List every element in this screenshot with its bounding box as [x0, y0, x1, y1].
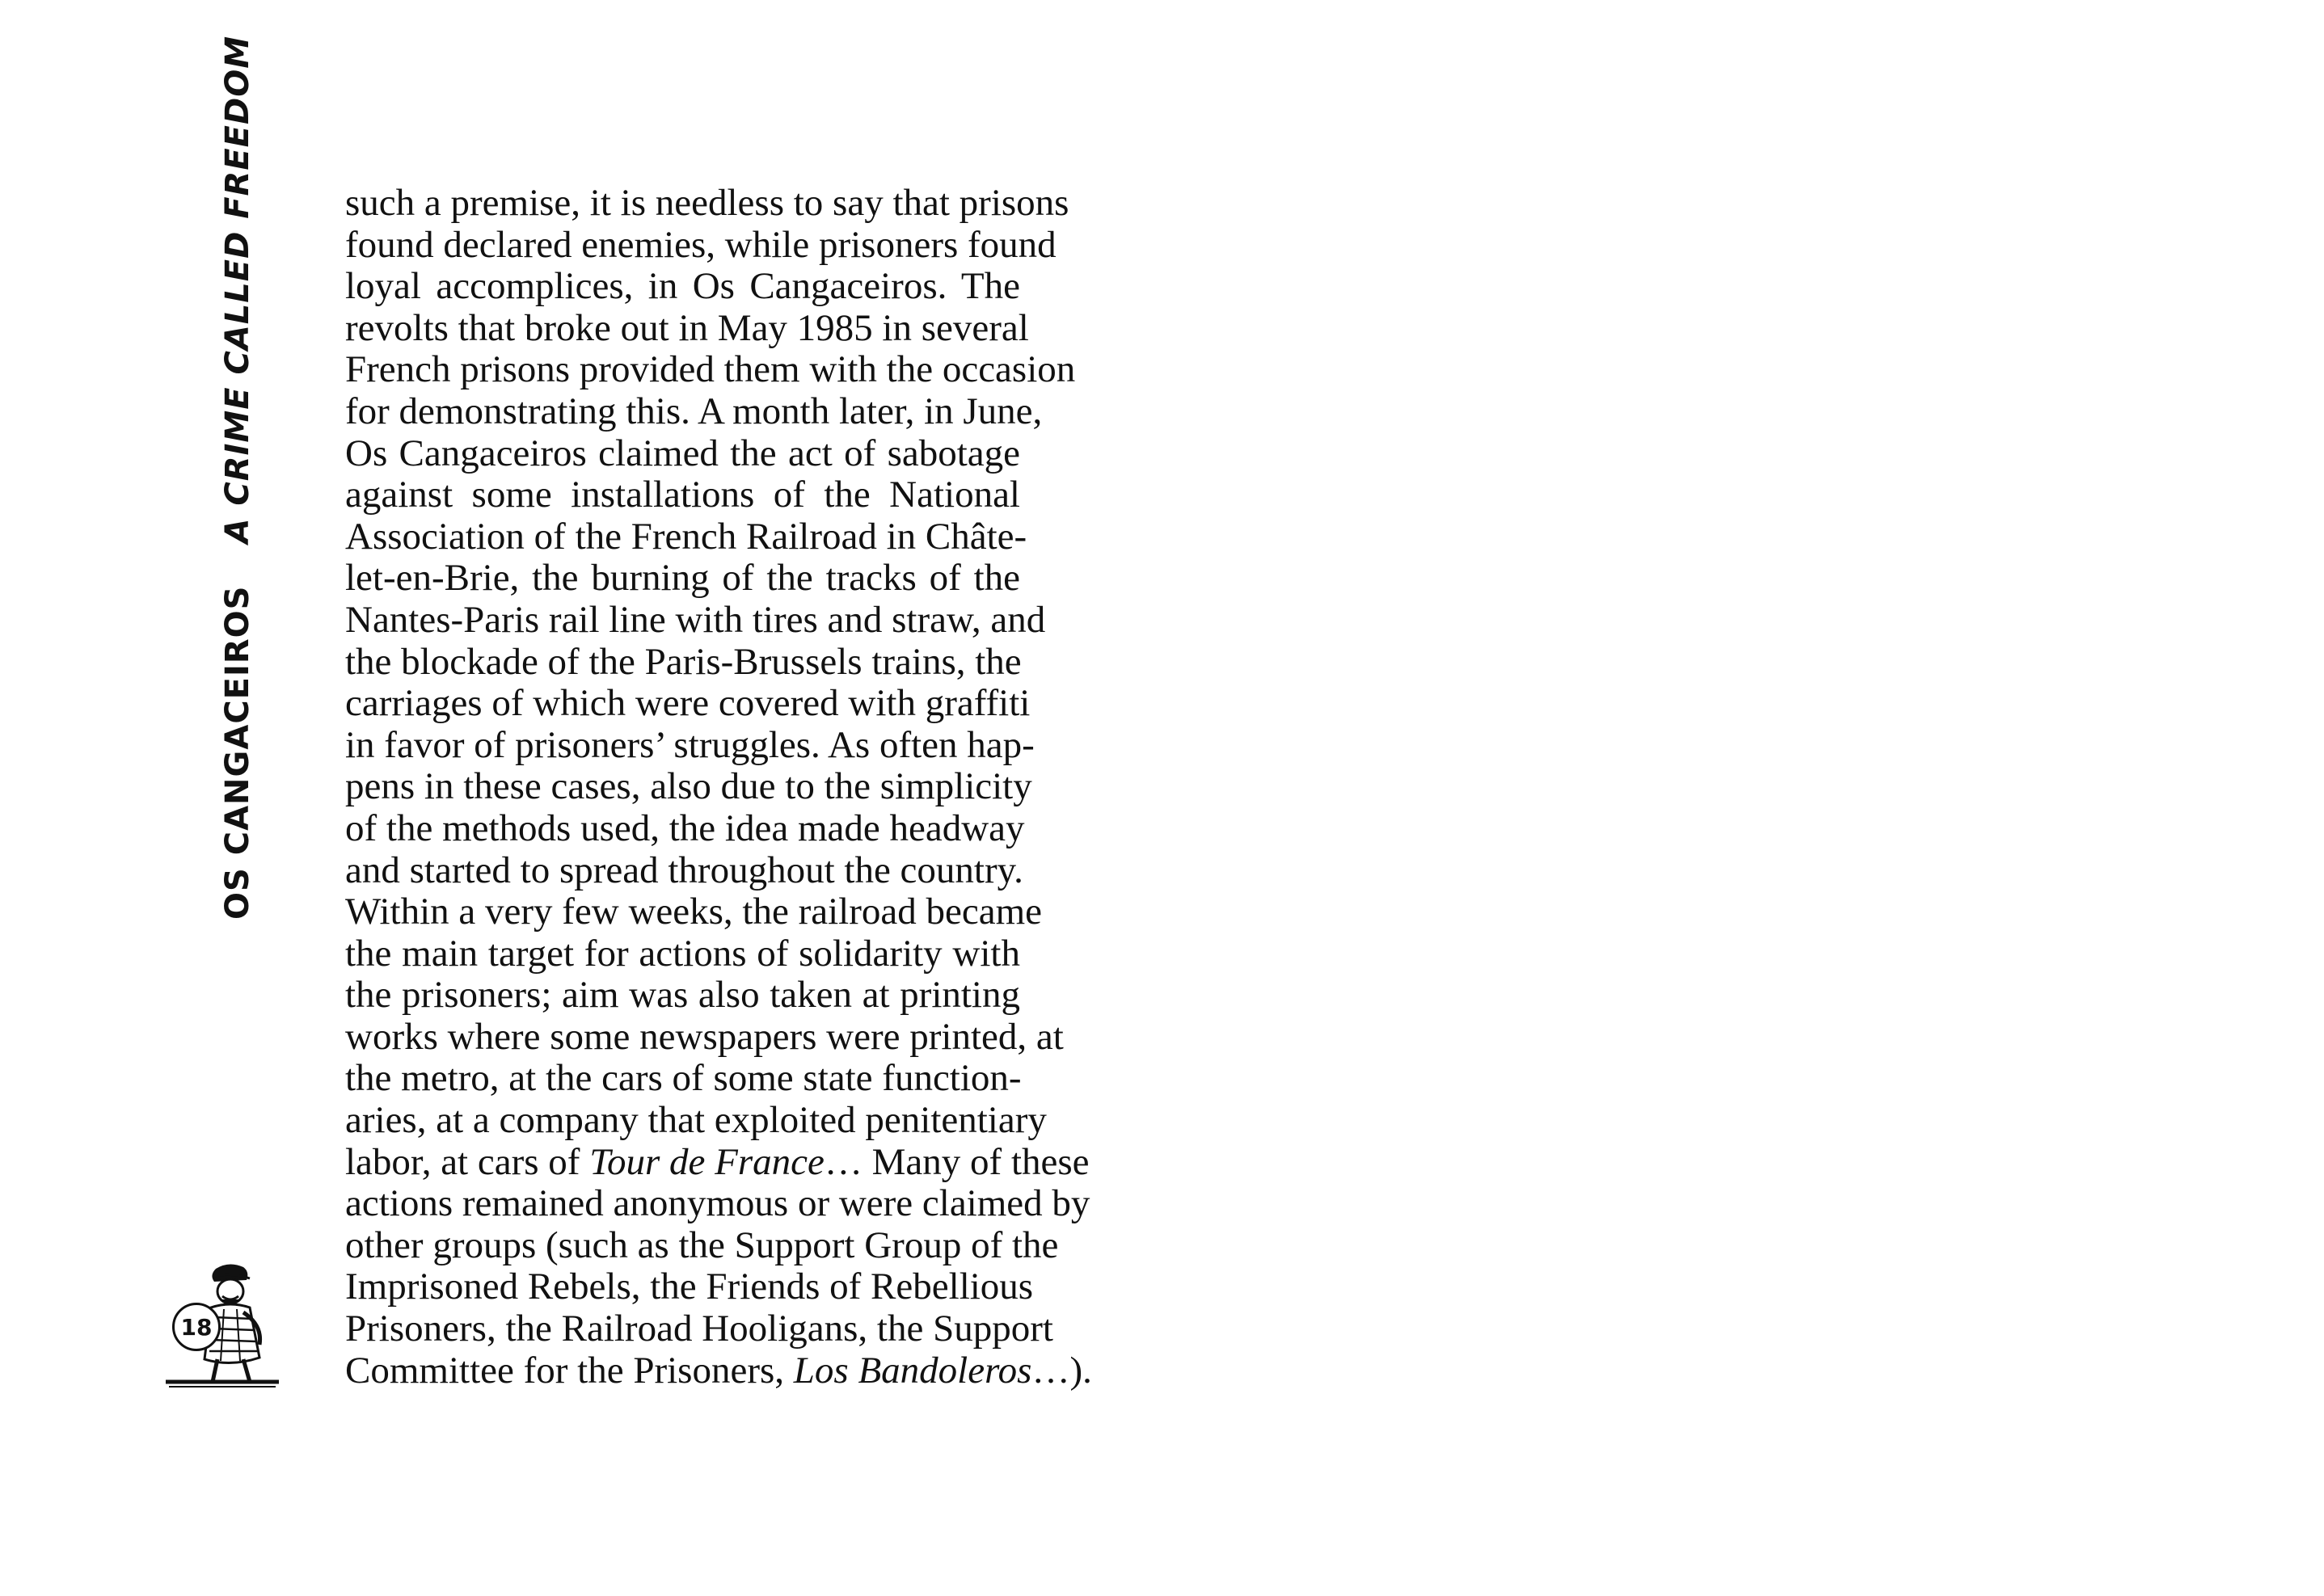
text-line: aries, at a company that exploited penitentiary	[345, 1099, 1047, 1142]
text-line: of the methods used, the idea made headway	[345, 806, 1025, 849]
text-line: against some installations of the National	[345, 474, 1020, 516]
text-line: for demonstrating this. A month later, in June,	[345, 390, 1043, 432]
text-line: the metro, at the cars of some state function-	[345, 1057, 1022, 1100]
text-segment: Committee for the Prisoners,	[345, 1349, 794, 1392]
text-line: other groups (such as the Support Group of the	[345, 1223, 1059, 1266]
text-line: Nantes-Paris rail line with tires and straw, and	[345, 598, 1046, 641]
page-number: 18	[172, 1303, 221, 1351]
text-line: works where some newspapers were printed, at	[345, 1015, 1064, 1058]
text-line: revolts that broke out in May 1985 in several	[345, 306, 1029, 349]
text-line: French prisons provided them with the occasion	[345, 348, 1076, 391]
text-line: in favor of prisoners’ struggles. As often hap-	[345, 723, 1035, 766]
italic-title: Tour de France	[589, 1140, 825, 1183]
body-text	[345, 182, 1092, 1392]
text-line: carriages of which were covered with graffiti	[345, 682, 1031, 725]
text-line: the main target for actions of solidarity with	[345, 932, 1020, 975]
text-line: and started to spread throughout the country.	[345, 849, 1023, 891]
text-line: such a premise, it is needless to say that prisons	[345, 182, 1069, 224]
text-line: loyal accomplices, in Os Cangaceiros. The	[345, 265, 1020, 308]
text-line: pens in these cases, also due to the simplicity	[345, 765, 1032, 808]
text-segment: … Many of these	[824, 1140, 1090, 1183]
text-line: Within a very few weeks, the railroad became	[345, 891, 1042, 933]
book-author: OS CANGACEIROS	[219, 585, 256, 920]
text-line: actions remained anonymous or were claimed by	[345, 1182, 1090, 1225]
text-line: Association of the French Railroad in Châte-	[345, 515, 1027, 558]
text-line: found declared enemies, while prisoners found	[345, 223, 1057, 266]
text-segment: …).	[1031, 1349, 1092, 1392]
italic-title: Los Bandoleros	[793, 1349, 1032, 1392]
text-line: Prisoners, the Railroad Hooligans, the Support	[345, 1308, 1053, 1350]
text-line-with-italic	[345, 1349, 1092, 1392]
book-title: A CRIME CALLED FREEDOM	[219, 35, 256, 544]
running-header	[213, 35, 262, 920]
text-line: let-en-Brie, the burning of the tracks of the	[345, 557, 1020, 600]
text-line: Imprisoned Rebels, the Friends of Rebellious	[345, 1265, 1034, 1308]
text-line: Os Cangaceiros claimed the act of sabotage	[345, 432, 1020, 474]
text-line: the prisoners; aim was also taken at printing	[345, 974, 1020, 1017]
text-line: the blockade of the Paris-Brussels trains, the	[345, 640, 1022, 683]
text-segment: labor, at cars of	[345, 1140, 590, 1183]
text-line-with-italic	[345, 1140, 1090, 1184]
